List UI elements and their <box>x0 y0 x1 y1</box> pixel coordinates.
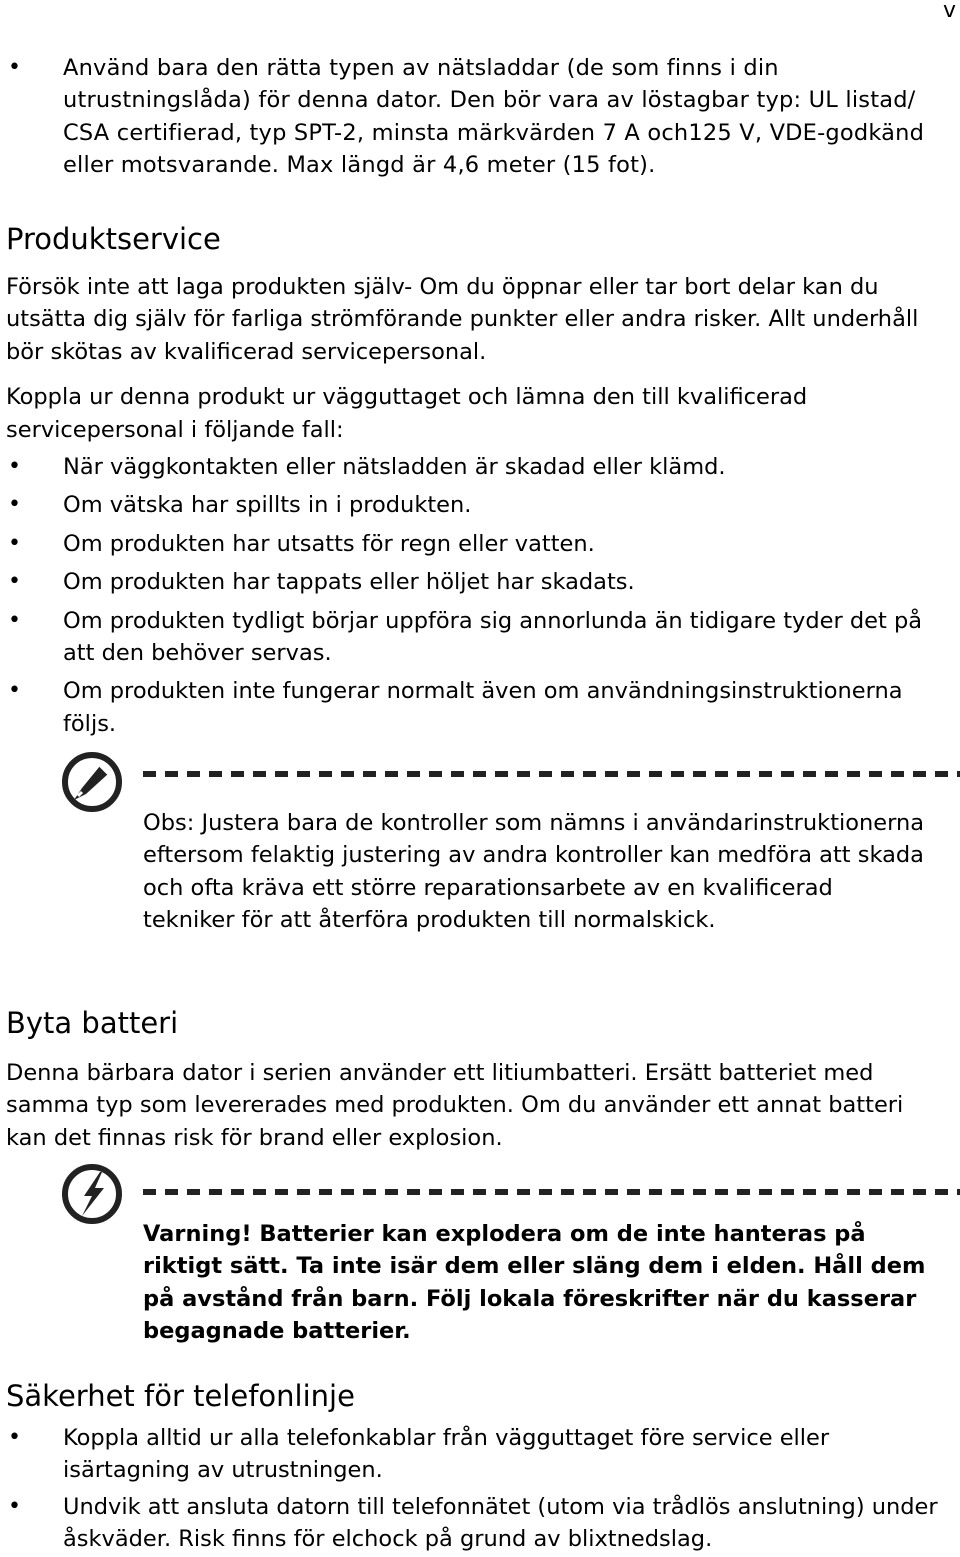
list-item <box>6 489 950 521</box>
produktservice-bullet-list <box>6 451 950 740</box>
bullet-icon: • <box>8 530 21 556</box>
bullet-text: När väggkontakten eller nätsladden är skadad eller klämd. <box>63 454 726 481</box>
warning-text: Varning! Batterier kan explodera om de inte hanteras på riktigt sätt. Ta inte isär dem eller släng dem i elden. Håll dem på avstånd från barn. Följ lokala föreskrifter när du kasserar begagnade batterier. <box>143 1221 926 1345</box>
warning-dashed-rule <box>143 1189 960 1195</box>
byta-batteri-paragraph <box>6 1057 950 1154</box>
section-heading-byta-batteri: Byta batteri <box>6 1006 179 1040</box>
bullet-text: Om produkten har utsatts för regn eller vatten. <box>63 530 595 557</box>
note-pencil-icon <box>60 750 124 814</box>
telefonlinje-bullet-list <box>6 1422 950 1556</box>
section-heading-produktservice: Produktservice <box>6 222 221 256</box>
section-heading-telefonlinje: Säkerhet för telefonlinje <box>6 1379 355 1413</box>
note-label: Obs: <box>143 810 195 836</box>
bullet-icon: • <box>8 1493 21 1519</box>
bullet-icon: • <box>8 1425 21 1450</box>
produktservice-body <box>6 271 950 740</box>
list-item <box>6 52 950 182</box>
bullet-text: Om produkten har tappats eller höljet har skadats. <box>63 569 635 596</box>
warning-lightning-icon <box>60 1162 124 1226</box>
top-bullet-list <box>6 52 950 182</box>
note-text <box>143 807 930 937</box>
list-item <box>6 1422 950 1487</box>
produktservice-paragraph-1: Försök inte att laga produkten själv- Om du öppnar eller tar bort delar kan du utsätta dig själv för farliga strömförande punkter eller andra risker. Allt underhåll bör skötas av kvalificerad servicepersonal. <box>6 274 919 365</box>
note-body: Justera bara de kontroller som nämns i användarinstruktionerna eftersom felaktig justering av andra kontroller kan medföra att skada och ofta kräva ett större reparationsarbete av en kvalificerad tekniker för att återföra produkten till normalskick. <box>143 810 925 934</box>
bullet-icon: • <box>8 569 21 595</box>
list-item <box>6 675 950 740</box>
note-dashed-rule <box>143 771 960 777</box>
byta-batteri-text: Denna bärbara dator i serien använder ett litiumbatteri. Ersätt batteriet med samma typ som levererades med produkten. Om du använder ett annat batteri kan det finnas risk för brand eller explosion. <box>6 1060 904 1151</box>
list-item <box>6 605 950 670</box>
bullet-icon: • <box>8 492 21 518</box>
bullet-icon: • <box>8 55 22 80</box>
bullet-text: Koppla alltid ur alla telefonkablar från vägguttaget före service eller isärtagning av utrustningen. <box>63 1425 830 1484</box>
list-item <box>6 566 950 598</box>
produktservice-paragraph-2: Koppla ur denna produkt ur vägguttaget och lämna den till kvalificerad servicepersonal i följande fall: <box>6 384 808 443</box>
bullet-text: Om produkten inte fungerar normalt även om användningsinstruktionerna följs. <box>63 678 903 737</box>
bullet-icon: • <box>8 607 21 633</box>
list-item <box>6 528 950 560</box>
bullet-icon: • <box>8 454 21 480</box>
list-item <box>6 451 950 483</box>
bullet-text: Undvik att ansluta datorn till telefonnätet (utom via trådlös anslutning) under åskväder. Risk finns för elchock på grund av blixtnedslag. <box>63 1493 938 1553</box>
bullet-icon: • <box>8 678 21 704</box>
bullet-text: Om vätska har spillts in i produkten. <box>63 492 472 519</box>
list-item <box>6 1491 950 1556</box>
bullet-text: Om produkten tydligt börjar uppföra sig annorlunda än tidigare tyder det på att den behöver servas. <box>63 607 923 667</box>
page-number: v <box>942 0 956 23</box>
bullet-text: Använd bara den rätta typen av nätsladdar (de som finns i din utrustningslåda) för denna dator. Den bör vara av löstagbar typ: UL listad/ CSA certifierad, typ SPT-2, minsta märkvärden 7 A och125 V, VDE-godkänd eller motsvarande. Max längd är 4,6 meter (15 fot). <box>63 55 925 179</box>
